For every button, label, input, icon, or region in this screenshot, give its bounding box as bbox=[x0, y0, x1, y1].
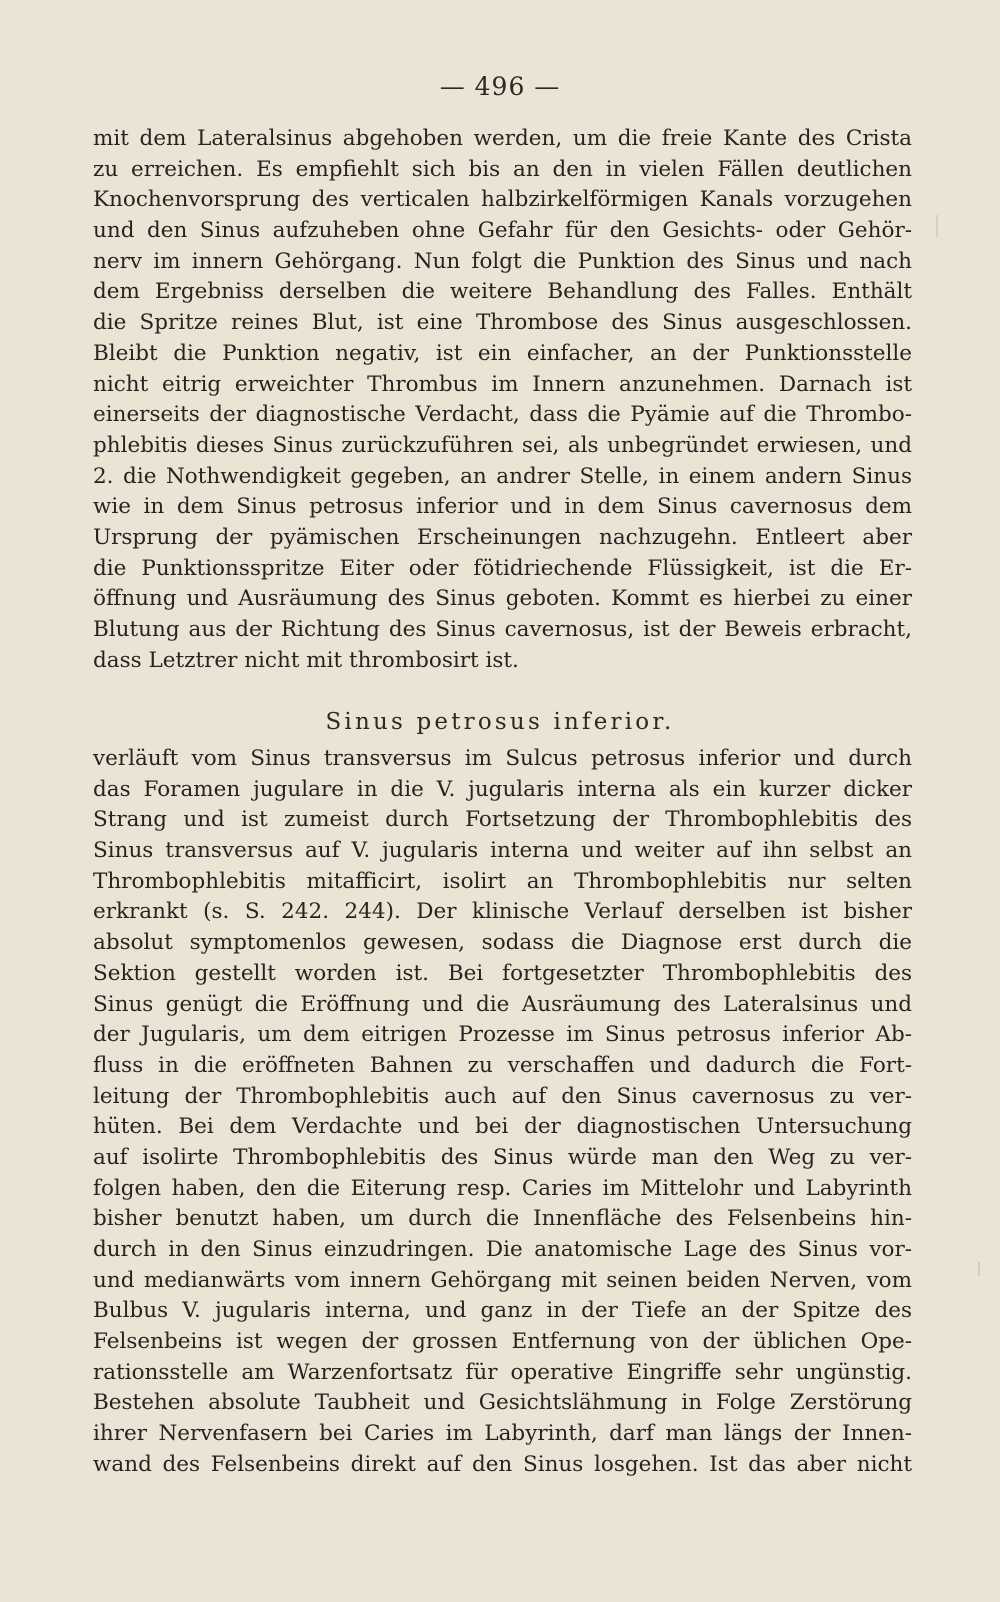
text-line: ihrer Nervenfasern bei Caries im Labyrinth, darf man längs der Innen- bbox=[93, 1421, 912, 1447]
text-line: verläuft vom Sinus transversus im Sulcus petrosus inferior und durch bbox=[93, 746, 912, 771]
page-number: — 496 — bbox=[439, 72, 561, 101]
text-line: Thrombophlebitis mitafficirt, isolirt an Thrombophlebitis nur selten bbox=[93, 868, 912, 894]
text-line: Bleibt die Punktion negativ, ist ein einfacher, an der Punktionsstelle bbox=[93, 340, 912, 366]
text-line: phlebitis dieses Sinus zurückzuführen sei, als unbegründet erwiesen, und bbox=[93, 432, 912, 458]
text-line: hüten. Bei dem Verdachte und bei der diagnostischen Untersuchung bbox=[93, 1114, 912, 1140]
text-line: wie in dem Sinus petrosus inferior und in dem Sinus cavernosus dem bbox=[93, 494, 912, 520]
text-line: Felsenbeins ist wegen der grossen Entfernung von der üblichen Ope- bbox=[93, 1329, 912, 1355]
text-line: Ursprung der pyämischen Erscheinungen nachzugehn. Entleert aber bbox=[93, 524, 912, 550]
text-line: und medianwärts vom innern Gehörgang mit seinen beiden Nerven, vom bbox=[93, 1267, 912, 1293]
text-line: absolut symptomenlos gewesen, sodass die Diagnose erst durch die bbox=[93, 930, 912, 956]
section-heading: Sinus petrosus inferior. bbox=[325, 709, 675, 735]
text-line: Sinus genügt die Eröffnung und die Ausräumung des Lateralsinus und bbox=[93, 991, 912, 1017]
text-line: erkrankt (s. S. 242. 244). Der klinische Verlauf derselben ist bisher bbox=[93, 899, 912, 925]
paragraph-sinus-petrosus bbox=[93, 744, 912, 1481]
text-line: einerseits der diagnostische Verdacht, dass die Pyämie auf die Thrombo- bbox=[93, 402, 912, 428]
text-line: Sektion gestellt worden ist. Bei fortgesetzter Thrombophlebitis des bbox=[93, 960, 912, 986]
text-line: Bestehen absolute Taubheit und Gesichtslähmung in Folge Zerstörung bbox=[93, 1390, 912, 1416]
text-line: fluss in die eröffneten Bahnen zu verschaffen und dadurch die Fort- bbox=[93, 1052, 912, 1078]
text-line: folgen haben, den die Eiterung resp. Caries im Mittelohr und Labyrinth bbox=[93, 1175, 912, 1201]
paper-mark bbox=[978, 1262, 980, 1276]
text-line: und den Sinus aufzuheben ohne Gefahr für den Gesichts- oder Gehör- bbox=[93, 218, 912, 244]
text-line: leitung der Thrombophlebitis auch auf den Sinus cavernosus zu ver- bbox=[93, 1083, 912, 1109]
text-line: durch in den Sinus einzudringen. Die anatomische Lage des Sinus vor- bbox=[93, 1237, 912, 1262]
text-line: wand des Felsenbeins direkt auf den Sinus losgehen. Ist das aber nicht bbox=[93, 1451, 912, 1477]
text-line: Knochenvorsprung des verticalen halbzirkelförmigen Kanals vorzugehen bbox=[93, 187, 912, 213]
text-line: zu erreichen. Es empfiehlt sich bis an den in vielen Fällen deutlichen bbox=[93, 156, 912, 182]
text-line: Bulbus V. jugularis interna, und ganz in der Tiefe an der Spitze des bbox=[93, 1298, 912, 1324]
text-line: nicht eitrig erweichter Thrombus im Innern anzunehmen. Darnach ist bbox=[93, 371, 912, 397]
text-line: die Spritze reines Blut, ist eine Thrombose des Sinus ausgeschlossen. bbox=[93, 310, 912, 336]
text-line: Sinus transversus auf V. jugularis interna und weiter auf ihn selbst an bbox=[93, 838, 912, 864]
text-line: Blutung aus der Richtung des Sinus cavernosus, ist der Beweis erbracht, bbox=[93, 617, 912, 642]
text-line: dem Ergebniss derselben die weitere Behandlung des Falles. Enthält bbox=[93, 279, 912, 305]
text-line: rationsstelle am Warzenfortsatz für operative Eingriffe sehr ungünstig. bbox=[93, 1359, 912, 1385]
paper-mark bbox=[936, 215, 938, 237]
text-line: nerv im innern Gehörgang. Nun folgt die Punktion des Sinus und nach bbox=[93, 248, 912, 274]
text-line: 2. die Nothwendigkeit gegeben, an andrer Stelle, in einem andern Sinus bbox=[93, 463, 912, 489]
text-line: öffnung und Ausräumung des Sinus geboten. Kommt es hierbei zu einer bbox=[93, 586, 912, 612]
text-line: das Foramen jugulare in die V. jugularis interna als ein kurzer dicker bbox=[93, 776, 912, 802]
text-line: der Jugularis, um dem eitrigen Prozesse im Sinus petrosus inferior Ab- bbox=[93, 1022, 912, 1048]
text-line: mit dem Lateralsinus abgehoben werden, um die freie Kante des Crista bbox=[93, 126, 912, 151]
text-line: dass Letztrer nicht mit thrombosirt ist. bbox=[93, 647, 519, 673]
text-line: die Punktionsspritze Eiter oder fötidriechende Flüssigkeit, ist die Er- bbox=[93, 555, 912, 581]
text-line: bisher benutzt haben, um durch die Innenfläche des Felsenbeins hin- bbox=[93, 1206, 912, 1232]
paragraph-continuation bbox=[93, 124, 912, 676]
text-line: auf isolirte Thrombophlebitis des Sinus würde man den Weg zu ver- bbox=[93, 1144, 912, 1170]
text-line: Strang und ist zumeist durch Fortsetzung der Thrombophlebitis des bbox=[93, 807, 912, 833]
